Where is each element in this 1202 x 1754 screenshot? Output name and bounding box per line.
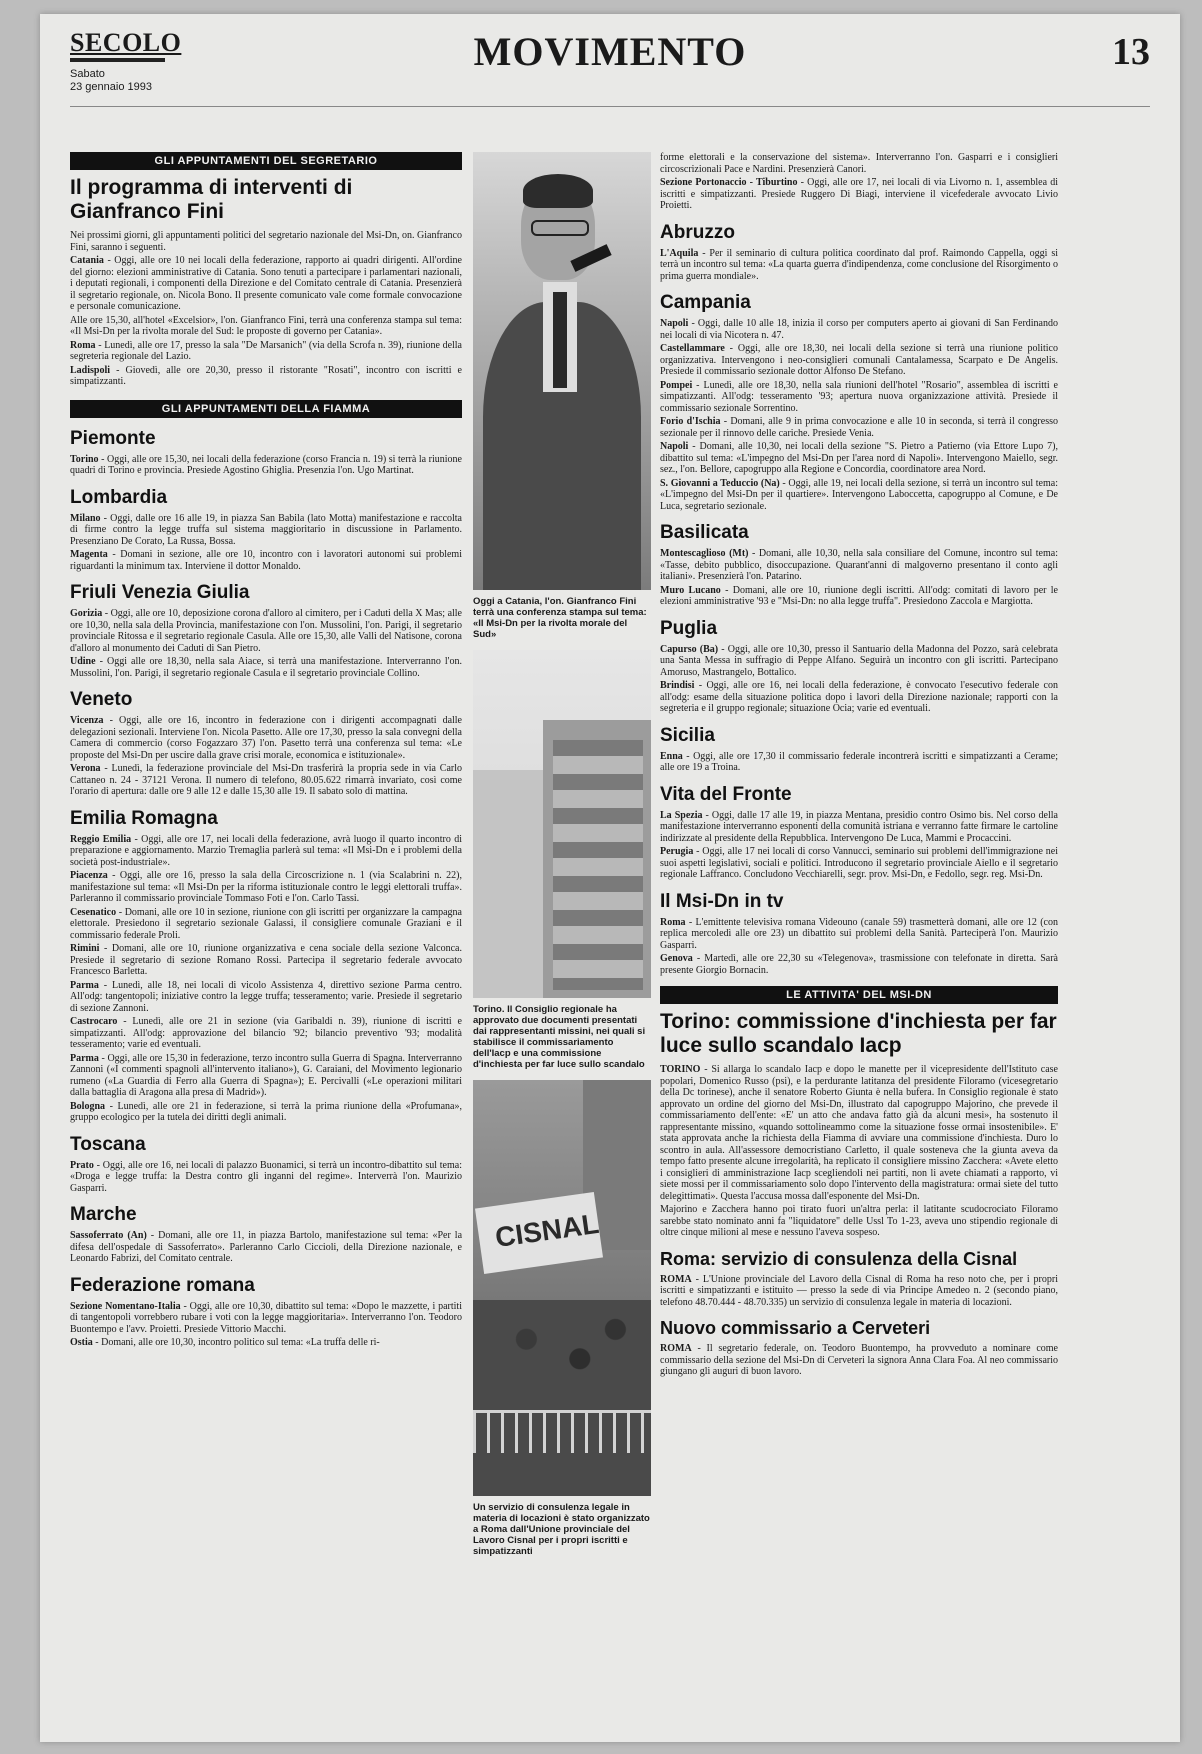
item-vicenza — [70, 715, 462, 761]
headline-torino: Torino: commissione d'inchiesta per far luce sullo scandalo Iacp — [660, 1010, 1057, 1057]
item-sassoferrato — [70, 1230, 462, 1265]
item-label: Capurso (Ba) — [660, 643, 719, 655]
item-napoli-2 — [660, 441, 1058, 476]
item-text: - Il segretario federale, on. Teodoro Buontempo, ha provveduto a nominare come commissario della sezione del Msi-Dn di Cerveteri la signora Anna Clara Foa. Al neo commissario giungano gli auguri di buon lavoro. — [660, 1343, 1058, 1377]
item-napoli — [660, 318, 1058, 341]
photo-column — [473, 152, 651, 1567]
item-label: Sassoferrato (An) — [70, 1230, 147, 1241]
region-campania: Campania — [660, 292, 751, 313]
item-portonaccio — [660, 177, 1058, 212]
item-text: - Oggi, alle ore 10, deposizione corona d'alloro al cimitero, per i Caduti della X Mas; alle ore 10,30, nella sala della Provincia, manifestazione con l'on. Mussolini, l'on. Parigi, il segretario provinciale Ritossa e il segretario regionale Casula. Alle ore 15,30, alle Valli del Natisone, corona d'alloro al monumento dei Caduti di San Pietro. — [70, 608, 462, 654]
item-text: - Oggi, alle ore 16, incontro in federazione con i dirigenti accompagnati dalle delegazioni sezionali. Interviene l'on. Nicola Pasetto. Alle ore 17,30, presso la sala convegni della Camera di commercio (corso Fogazzaro 37) l'on. Pasetto terrà una conferenza sul tema: «Le proposte del Msi-Dn per uscire dalla grave crisi morale, economica e istituzionale». — [70, 715, 462, 761]
item-text: - Oggi, alle ore 15,30 in federazione, terzo incontro sulla Guerra di Spagna. Interverranno Zannoni («I commenti spagnoli all'intervento italiano»), G. Caraiani, del Movimento legionario rumeno («La Guardia di Ferro alla Guerra di Spagna»); E. Percivalli («Le operazioni militari dalla battaglia di Aragona alla presa di Madrid»). — [70, 1052, 462, 1098]
item-castrocaro — [70, 1016, 462, 1051]
region-marche: Marche — [70, 1204, 137, 1225]
item-text: - Oggi, dalle 10 alle 18, inizia il corso per computers aperto ai giovani di San Ferdinando nei locali di via Nicotera n. 47. — [660, 318, 1058, 341]
item-label: L'Aquila — [660, 247, 699, 259]
item-label: Parma — [70, 1052, 99, 1064]
item-text: - Domani, alle 10,30, nei locali della sezione "S. Pietro a Patierno (via Ettore Lupo 7), dibattito sul tema: «L'impegno del Msi-Dn per l'area nord di Napoli». Intervengono Maiello, segr. sez., l'on. Bellore, capogruppo alla Regione e Concordia, coordinatore area Nord. — [660, 441, 1058, 475]
item-text: - Oggi, alle ore 18,30, nei locali della sezione si terrà una riunione politico organizzativa. Intervengono i neo-consiglieri comunali Cantalamessa, Scarpato e De Angelis. Presiede il commissario sezionale dottor Alfonso De Stefano. — [660, 343, 1058, 377]
item-label: Parma — [70, 979, 99, 991]
item-catania — [70, 255, 462, 313]
item-torino — [70, 454, 462, 477]
item-aquila — [660, 248, 1058, 283]
item-label: Castrocaro — [70, 1016, 118, 1027]
item-text: - Martedì, alle ore 22,30 su «Telegenova», trasmissione con telefonate in diretta. Sarà presente Giorgio Bornacin. — [660, 953, 1058, 976]
photo-hair — [523, 174, 593, 208]
item-enna — [660, 751, 1058, 774]
item-label: Catania — [70, 255, 104, 266]
item-text: - Lunedì, la federazione provinciale del Msi-Dn trasferirà la propria sede in via Carlo Cattaneo n. 24 - 37121 Verona. Il numero di telefono, 80.05.622 rimarrà invariato, così come l'orario di apertura: dalle ore 9 alle 12 e dalle 15,30 alle 19. Il sabato solo di mattina. — [70, 763, 462, 797]
caption-torino: Torino. Il Consiglio regionale ha approvato due documenti presentati dai rappresentanti missini, nei quali si stabilisce il commissariamento dell'Iacp e una commissione d'inchiesta per far luce sullo scandalo — [473, 1004, 646, 1070]
region-emilia: Emilia Romagna — [70, 807, 218, 829]
item-label: Ostia — [70, 1337, 93, 1348]
item-text: - Domani, alle 9 in prima convocazione e alle 10 in seconda, si terrà il congresso sezionale per il rinnovo delle cariche. Presiede Venia. — [660, 416, 1058, 439]
headline-cerveteri: Nuovo commissario a Cerveteri — [660, 1318, 931, 1338]
item-text: - Oggi, alle ore 16, nei locali della federazione, è convocato l'esecutivo federale con all'odg: esame della situazione politica dopo i lavori della Direzione nazionale; rapporti con la segreteria e il gruppo regionale; situazione Ocia; varie ed eventuali. — [660, 680, 1058, 714]
region-toscana: Toscana — [70, 1133, 146, 1155]
item-label: Magenta — [70, 549, 108, 560]
region-abruzzo: Abruzzo — [660, 221, 735, 243]
item-brindisi — [660, 680, 1058, 715]
item-gorizia — [70, 608, 462, 654]
item-text: - Lunedì, alle ore 21 in federazione, si terrà la prima riunione della «Profumana», gruppo ecologico per la tutela dei diritti degli animali. — [70, 1100, 462, 1123]
item-rimini — [70, 943, 462, 978]
photo-crowd — [473, 1300, 651, 1496]
headline-fini: Il programma di interventi di Gianfranco Fini — [70, 176, 353, 223]
region-basilicata: Basilicata — [660, 522, 749, 543]
region-lombardia: Lombardia — [70, 486, 168, 508]
item-label: Vicenza — [70, 715, 104, 726]
item-parma — [70, 980, 462, 1015]
photo-fini — [473, 152, 651, 590]
dateline-day: Sabato — [70, 68, 105, 80]
item-cesenatico — [70, 907, 462, 942]
item-text: - Oggi, alle 19, nei locali della sezione, si terrà un incontro sul tema: «L'impegno del Msi-Dn per il quartiere». Intervengono Laboccetta, capogruppo al Comune, e De Luca, segretario sezionale. — [660, 477, 1058, 512]
item-parma-2 — [70, 1053, 462, 1099]
photo-balconies — [553, 740, 643, 990]
newspaper-page — [40, 14, 1180, 1742]
item-label: Reggio Emilia — [70, 833, 132, 845]
item-text: - Oggi, dalle ore 16 alle 19, in piazza San Babila (lato Motta) manifestazione e raccolta di firme contro la legge truffa sul sistema maggioritario in discussione in Parlamento. Presenziano De Corato, La Russa, Bossa. — [70, 512, 462, 547]
photo-cisnal — [473, 1080, 651, 1496]
item-label: Enna — [660, 750, 683, 762]
dateline-date: 23 gennaio 1993 — [70, 81, 152, 93]
item-label: Pompei — [660, 379, 693, 391]
item-text: - Lunedì, alle ore 18,30, nella sala riunioni dell'hotel "Rosario", assemblea di iscritti e simpatizzanti. All'odg: tesseramento '93; apertura nuova organizzazione attività. Presiede il commissario sezionale Sorrentino. — [660, 379, 1058, 414]
item-label: La Spezia — [660, 809, 703, 821]
item-montescaglioso — [660, 548, 1058, 583]
item-catania-2: Alle ore 15,30, all'hotel «Excelsior», l'on. Gianfranco Fini, terrà una conferenza stampa sul tema: «Il Msi-Dn per la rivolta morale del Sud: le proposte di governo per Catania». — [70, 314, 462, 337]
item-text: - Lunedì, alle ore 21 in sezione (via Garibaldi n. 39), riunione di iscritti e simpatizzanti. All'odg: approvazione del bilancio '92; bilancio preventivo '93; modalità tesseramento; varie ed eventuali. — [70, 1016, 462, 1050]
right-column — [660, 152, 1058, 1380]
item-label: Muro Lucano — [660, 584, 721, 596]
item-label: Brindisi — [660, 680, 695, 691]
item-nomentano — [70, 1301, 462, 1336]
item-magenta — [70, 549, 462, 572]
item-text: - Oggi, alle ore 16, nei locali di palazzo Buonamici, si terrà un incontro-dibattito sul tema: «Droga e legge truffa: la Destra contro gli inganni del regime». Interverrà l'on. Maurizio Gasparri. — [70, 1159, 462, 1194]
item-text: - Oggi, alle ore 10 nei locali della federazione, rapporto ai quadri dirigenti. All'ordine del giorno: elezioni amministrative di Catania. Sono tenuti a partecipare i parlamentari nazionali, i deputati regionali, i componenti della Direzione e del Comitato centrale di Catania. Presenzierà il segretario regionale, on. Nicola Bono. Il presente comunicato vale come formale convocazione e personale comunicazione. — [70, 255, 462, 312]
item-text: - Oggi, alle ore 17,30 il commissario federale incontrerà iscritti e simpatizzanti a Cerame; alle ore 19 a Troina. — [660, 750, 1058, 773]
item-text: - Lunedì, alle 18, nei locali di vicolo Assistenza 4, direttivo sezione Parma centro. All'odg: tangentopoli; iniziative contro la legge truffa; tesseramento; varie. Presiede il segretario di sezione Zannoni. — [70, 979, 462, 1014]
banner-segretario: GLI APPUNTAMENTI DEL SEGRETARIO — [70, 152, 462, 170]
photo-barrier — [473, 1410, 651, 1453]
item-text: - Oggi, alle ore 10,30, presso il Santuario della Madonna del Pozzo, sarà celebrata una Santa Messa in suffragio di Peppe Alfano. Seguirà un incontro con gli iscritti. Partecipano Amoruso, Mastrangelo, Bottalico. — [660, 643, 1058, 678]
item-text: - Oggi, alle ore 15,30, nei locali della federazione (corso Francia n. 19) si terrà la riunione quadri di Torino e provincia. Presiede Agostino Ghiglia. Presenzia l'on. Ugo Martinat. — [70, 453, 462, 476]
item-text: - Oggi, alle ore 10,30, dibattito sul tema: «Dopo le mazzette, i partiti di tangentopoli vorrebbero rubare i voti con la legge maggioritaria». Interverranno l'on. Teodoro Buontempo e l'avv. Proietti. Presiede Vittorio Macchi. — [70, 1300, 462, 1335]
caption-cisnal: Un servizio di consulenza legale in materia di locazioni è stato organizzato a Roma dall'Unione provinciale del Lavoro Cisnal per i propri iscritti e simpatizzanti — [473, 1502, 650, 1557]
item-label: Roma — [70, 339, 96, 351]
item-text: - Domani, alle ore 10, riunione organizzativa e cena sociale della sezione Valconca. Presiede il segretario di sezione Romano Rossi. Partecipa il segretario federale avvocato Francesco Barletta. — [70, 943, 462, 977]
item-text: - Domani, alle ore 11, in piazza Bartolo, manifestazione sul tema: «Per la difesa dell'ospedale di Sassoferrato». Parleranno Carlo Ciccioli, della Direzione nazionale, e Leonardo Fabrizi, del Comitato centrale. — [70, 1230, 463, 1264]
region-friuli: Friuli Venezia Giulia — [70, 582, 250, 603]
item-label: Sezione Portonaccio - Tiburtino — [660, 177, 798, 188]
item-label: Castellammare — [660, 343, 725, 354]
photo-side-wall — [473, 770, 543, 998]
item-pompei — [660, 380, 1058, 415]
banner-fiamma: GLI APPUNTAMENTI DELLA FIAMMA — [70, 400, 462, 418]
item-roma-cerveteri — [660, 1343, 1058, 1378]
item-text: - Domani, alle 10,30, nella sala consiliare del Comune, incontro sul tema: «Tasse, debito pubblico, disoccupazione. Quarant'anni di malgoverno presentano il conto agli italiani». Presenzierà l'on. Patarino. — [660, 548, 1058, 582]
item-text: - Oggi, alle ore 17, nei locali della federazione, avrà luogo il quarto incontro di preparazione e aggiornamento. Marzio Tremaglia parlerà sul tema: «Il Msi-Dn e i problemi della società post-industriale». — [70, 833, 462, 868]
item-muro-lucano — [660, 585, 1058, 608]
item-text: - Domani, alle ore 10, riunione degli iscritti. All'odg: comitati di lavoro per le elezioni amministrative '93 e "Msi-Dn: no alla legge truffa". Presiedono Zaccola e Margiotta. — [660, 584, 1058, 607]
section-title: MOVIMENTO — [473, 29, 747, 74]
photo-banner-text: CISNAL — [493, 1207, 601, 1254]
item-castellammare — [660, 343, 1058, 378]
item-label: Milano — [70, 512, 101, 524]
item-label: Genova — [660, 953, 693, 964]
intro-text: Nei prossimi giorni, gli appuntamenti politici del segretario nazionale del Msi-Dn, on. Gianfranco Fini, saranno i seguenti. — [70, 230, 462, 253]
region-veneto: Veneto — [70, 689, 133, 710]
item-torino-article — [660, 1064, 1058, 1202]
item-ladispoli — [70, 365, 462, 388]
item-label: Perugia — [660, 846, 694, 857]
region-federazione-romana: Federazione romana — [70, 1274, 255, 1296]
item-text: - Oggi, alle ore 17, nei locali di via Livorno n. 1, assemblea di iscritti e simpatizzanti. Presiede Ruggero Di Biagi, interviene il vicefederale avvocato Livio Proietti. — [660, 177, 1059, 211]
item-label: ROMA — [660, 1343, 692, 1354]
item-capurso — [660, 644, 1058, 679]
masthead-rule — [70, 106, 1150, 107]
masthead — [70, 28, 1150, 108]
region-msi-tv: Il Msi-Dn in tv — [660, 890, 784, 912]
page-number: 13 — [1112, 31, 1150, 73]
item-label: Gorizia — [70, 608, 103, 619]
item-piacenza — [70, 870, 462, 905]
item-label: S. Giovanni a Teduccio (Na) — [660, 477, 780, 489]
item-milano — [70, 513, 462, 548]
item-label: Cesenatico — [70, 906, 117, 918]
item-label: Napoli — [660, 441, 689, 452]
left-column — [70, 152, 462, 1351]
region-vita-del-fronte: Vita del Fronte — [660, 783, 792, 805]
item-label: Rimini — [70, 943, 100, 954]
item-bologna — [70, 1101, 462, 1124]
newspaper-logo: SECOLO — [70, 28, 182, 57]
item-la-spezia — [660, 810, 1058, 845]
caption-fini: Oggi a Catania, l'on. Gianfranco Fini terrà una conferenza stampa sul tema: «Il Msi-Dn per la rivolta morale del Sud» — [473, 596, 647, 640]
photo-tie — [553, 292, 567, 388]
item-roma-cisnal — [660, 1274, 1058, 1309]
item-san-giovanni — [660, 478, 1058, 513]
item-text: - Oggi alle ore 18,30, nella sala Aiace, si terrà una manifestazione. Interverranno l'on. Mussolini, l'on. Parigi, il segretario regionale Casula e il segretario provinciale Collino. — [70, 656, 462, 679]
item-roma — [70, 340, 462, 363]
item-text: - Domani, alle ore 10 in sezione, riunione con gli iscritti per organizzare la campagna elettorale. Presiedono il segretario sezionale Galassi, il consigliere comunale Graziani e il commissario federale Proli. — [70, 906, 462, 941]
item-text: - Oggi, dalle 17 alle 19, in piazza Mentana, presidio contro Osimo bis. Nel corso della manifestazione interverranno esponenti della comunità istriana e verranno fatte firmare le cartoline indirizzate al presidente della Repubblica. Intervengono De Luca, Mammi e Procaccini. — [660, 809, 1058, 844]
item-label: Bologna — [70, 1100, 106, 1112]
item-label: Piacenza — [70, 870, 108, 881]
item-perugia — [660, 846, 1058, 881]
item-text: - Domani in sezione, alle ore 10, incontro con i lavoratori autonomi sui problemi riguardanti la minimum tax. Interviene il dottor Monaldo. — [70, 549, 462, 572]
photo-building — [473, 650, 651, 998]
item-torino-article-2: Majorino e Zacchera hanno poi tirato fuori un'altra perla: il latitante scudocrociato Filoramo sarebbe stato nominato anni fa "liquidatore" delle Ussl To 1-23, aveva uno stipendio regionale di oltre cinque milioni al mese e nessuno l'aveva sospeso. — [660, 1204, 1058, 1238]
item-label: Torino — [70, 453, 99, 465]
region-piemonte: Piemonte — [70, 427, 156, 449]
region-puglia: Puglia — [660, 617, 718, 639]
item-label: Napoli — [660, 318, 689, 329]
item-text: - L'Unione provinciale del Lavoro della Cisnal di Roma ha reso noto che, per i propri iscritti e simpatizzanti e istituito — presso la sede di via Principe Amedeo n. 2 (secondo piano, telefono 48.70.444 - 48.70.335) un servizio di consulenza legale in materia di locazioni. — [660, 1273, 1058, 1308]
region-sicilia: Sicilia — [660, 724, 715, 746]
item-roma-tv — [660, 917, 1058, 952]
item-label: Udine — [70, 656, 96, 667]
item-label: Roma — [660, 916, 686, 928]
item-forio — [660, 416, 1058, 439]
item-label: TORINO — [660, 1064, 701, 1075]
item-reggio — [70, 834, 462, 869]
item-continuation: forme elettorali e la conservazione del sistema». Interverranno l'on. Gasparri e i consiglieri circoscrizionali Pace e Nardini. Presenzierà Canori. — [660, 152, 1058, 175]
item-label: Prato — [70, 1159, 94, 1171]
item-genova — [660, 953, 1058, 976]
item-label: Montescaglioso (Mt) — [660, 548, 749, 559]
item-prato — [70, 1160, 462, 1195]
item-text: - Lunedì, alle ore 17, presso la sala "De Marsanich" (via della Scrofa n. 39), riunione della segreteria regionale del Lazio. — [70, 339, 462, 362]
item-text: - Per il seminario di cultura politica coordinato dal prof. Raimondo Cappella, oggi si terrà un incontro sul tema: «La quarta guerra d'indipendenza, come conclusione del Risorgimento o prima guerra mondiale». — [660, 247, 1058, 282]
item-udine — [70, 656, 462, 679]
photo-glasses — [531, 220, 589, 236]
item-text: - Oggi, alle ore 16, presso la sala della Circoscrizione n. 1 (via Scalabrini n. 22), manifestazione sul tema: «Il Msi-Dn per la riforma istituzionale contro le leggi elettorali truffa». Parleranno il commissario provinciale Tommaso Foti e l'on. Carlo Tassi. — [70, 870, 462, 904]
item-label: Forio d'Ischia — [660, 416, 721, 427]
item-text: - Si allarga lo scandalo Iacp e dopo le manette per il vicepresidente dell'Istituto case popolari, Domenico Russo (psi), e la perdurante latitanza del presidente Filoramo (vicesegretario della Dc torinese), anche il senatore Roberto Giunta è nella bufera. In Consiglio regionale è stato approvato un ordine del giorno del Msi-Dn, illustrato dal capogruppo Majorino, che prevede il commissariamento dell'ente: «E' un atto che andava fatto già da alcuni mesi», ha sostenuto il rappresentante missino, «quando sottolineammo come la situazione fosse ormai insostenibile». E' stata approvata anche la richiesta della Fiamma di avviare una commissione d'inchiesta. Duro lo scontro in aula. All'assessore democristiano Carletto, il quale sosteneva che la giunta aveva da tempo fatto presente alcune irregolarità, ha replicato il consigliere missino Zacchera: «Avete eletto i consiglieri di amministrazione Iacp scegliendoli nei partiti, non li avete chiamati a rapporto, vi siete mossi per il commissariamento solo dopo l'intervento della magistratura: ormai siete del tutto delegittimati». Questa l'accusa mossa dall'esponente del Msi-Dn. — [660, 1064, 1058, 1202]
item-text: - Oggi, alle 17 nei locali di corso Vannucci, seminario sui problemi dell'immigrazione nei suoi aspetti legislativi, sociali e politici. Introducono il segretario provinciale Aiello e il segretario regionale Laffranco. Concludono Vecchiarelli, segr. prov. Msi-Dn, e Fedollo, segr. reg. Msi-Dn. — [660, 846, 1058, 880]
item-text: - Giovedì, alle ore 20,30, presso il ristorante "Rosati", incontro con iscritti e simpatizzanti. — [70, 364, 462, 387]
item-label: Sezione Nomentano-Italia — [70, 1300, 181, 1312]
item-verona — [70, 763, 462, 798]
banner-attivita: LE ATTIVITA' DEL MSI-DN — [660, 986, 1058, 1004]
item-label: ROMA — [660, 1273, 692, 1285]
item-label: Ladispoli — [70, 364, 111, 376]
headline-cisnal: Roma: servizio di consulenza della Cisnal — [660, 1248, 1018, 1269]
item-text: - Domani, alle ore 10,30, incontro politico sul tema: «La truffa delle ri- — [92, 1337, 380, 1348]
item-ostia — [70, 1337, 462, 1349]
item-text: - L'emittente televisiva romana Videouno (canale 59) trasmetterà domani, alle ore 12 (con replica mercoledì alle ore 23) un dibattito sui problemi della Sanità. Parteciperà l'on. Maurizio Gasparri. — [660, 916, 1058, 951]
item-label: Verona — [70, 763, 101, 774]
